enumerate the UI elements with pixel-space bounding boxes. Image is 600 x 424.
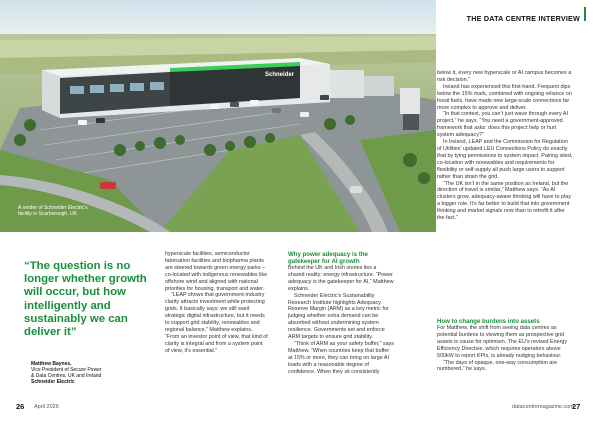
pull-quote: “The question is no longer whether growth will occur, but how intelligently and sustainably we can deliver it” [24,260,147,339]
header-accent-bar [584,7,586,21]
building-logo-text: Schneider [265,72,295,78]
facility-render-image [0,0,436,232]
paragraph: hyperscale facilities, semiconductor fabrication facilities and biopharma plants are steered towards green energy parks – co-located with indigenous renewables like offshore wind and aligned with national priorities for housing, transport and water. [165,251,268,292]
page-number-right: 27 [572,402,581,411]
page-number-left: 26 [16,402,25,411]
paragraph: Schneider Electric’s Sustainability Research Institute highlights Adequacy Reserve Margin (ARM) as a key metric for judging whether extra demand can be absorbed without undermining system resilience. Governments set and enforce ARM targets to ensure grid stability. [288,292,389,341]
paragraph: “Think of ARM as your safety buffer,” says Matthew. “When countries keep that buffer at 15% or more, they can bring on large AI loads with a reasonable degree of confidence. When they sit consistently [288,340,394,375]
article-column-3-continued [437,318,573,373]
paragraph: In Ireland, LEAP and the Commission for Regulation of Utilities’ updated LEU Connections Policy do exactly that by tying permissions to system impact. Pairing sited, co-location with renewables and requirements for flexibility or self-supply all push large users to support rather than strain the grid. [437,139,573,180]
section-heading: How to change burdens into assets [437,318,540,325]
article-column-3 [437,70,573,222]
section-heading: Why power adequacy is the gatekeeper for AI growth [288,251,368,265]
paragraph: “In that context, you can’t just wave through every AI project,” he says. “You need a government-approved framework that asks: does this project help or hurt system adequacy?” [437,111,568,139]
image-caption: A render of Schneider Electric's facility in Scarborough, UK [18,205,88,218]
quote-person-role-1: Vice President of Secure Power [31,367,102,373]
article-column-2 [288,251,394,376]
paragraph: Ireland has experienced this first-hand. Frequent dips below the 15% mark, combined with ongoing reliance on fossil fuels, have made new large-scale connections far more complex to approve and deliver. [437,83,572,111]
issue-date: April 2026 [34,404,59,410]
quote-organisation: Schneider Electric [31,379,75,385]
paragraph: Behind the UK and Irish stories lies a shared reality: energy infrastructure. “Power adequacy is the gatekeeper for AI,” Matthew explains. [288,265,394,292]
article-column-1 [165,251,268,355]
quote-person-role-2: & Data Centres, UK and Ireland [31,373,102,379]
running-header: THE DATA CENTRE INTERVIEW [466,14,580,23]
site-url: datacentremagazine.com [512,404,574,410]
quote-person-name: Matthew Baynes, [31,361,72,367]
paragraph: below it, every new hyperscale or AI campus becomes a risk decision.” [437,70,572,83]
quote-attribution [31,361,141,385]
paragraph: For Matthew, the shift from seeing data centres as potential burdens to viewing them as prospective grid assets is cause for optimism. The EU’s revised Energy Efficiency Directive, which requires operators above 500kW to report KPIs, is already nudging behaviour. [437,325,568,359]
paragraph: “The UK isn’t in the same position as Ireland, but the direction of travel is similar,” Matthew says. “As AI clusters grow, adequacy-aware thinking will have to play a bigger role. It’s far better to build that into government thinking and market signals now than to retrofit it after the fact.” [437,180,571,222]
paragraph: “The days of opaque, one-way consumption are numbered,” he says. [437,359,558,373]
paragraph: “LEAP shows that government-industry clarity attracts investment while protecting grids. It basically says: we still want strategic digital infrastructure, but it needs to support grid stability, renewables and regional balance,” Matthew explains. “From an investor point of view, that kind of clarity is integral and from a system point of view, it’s essential.” [165,292,268,354]
